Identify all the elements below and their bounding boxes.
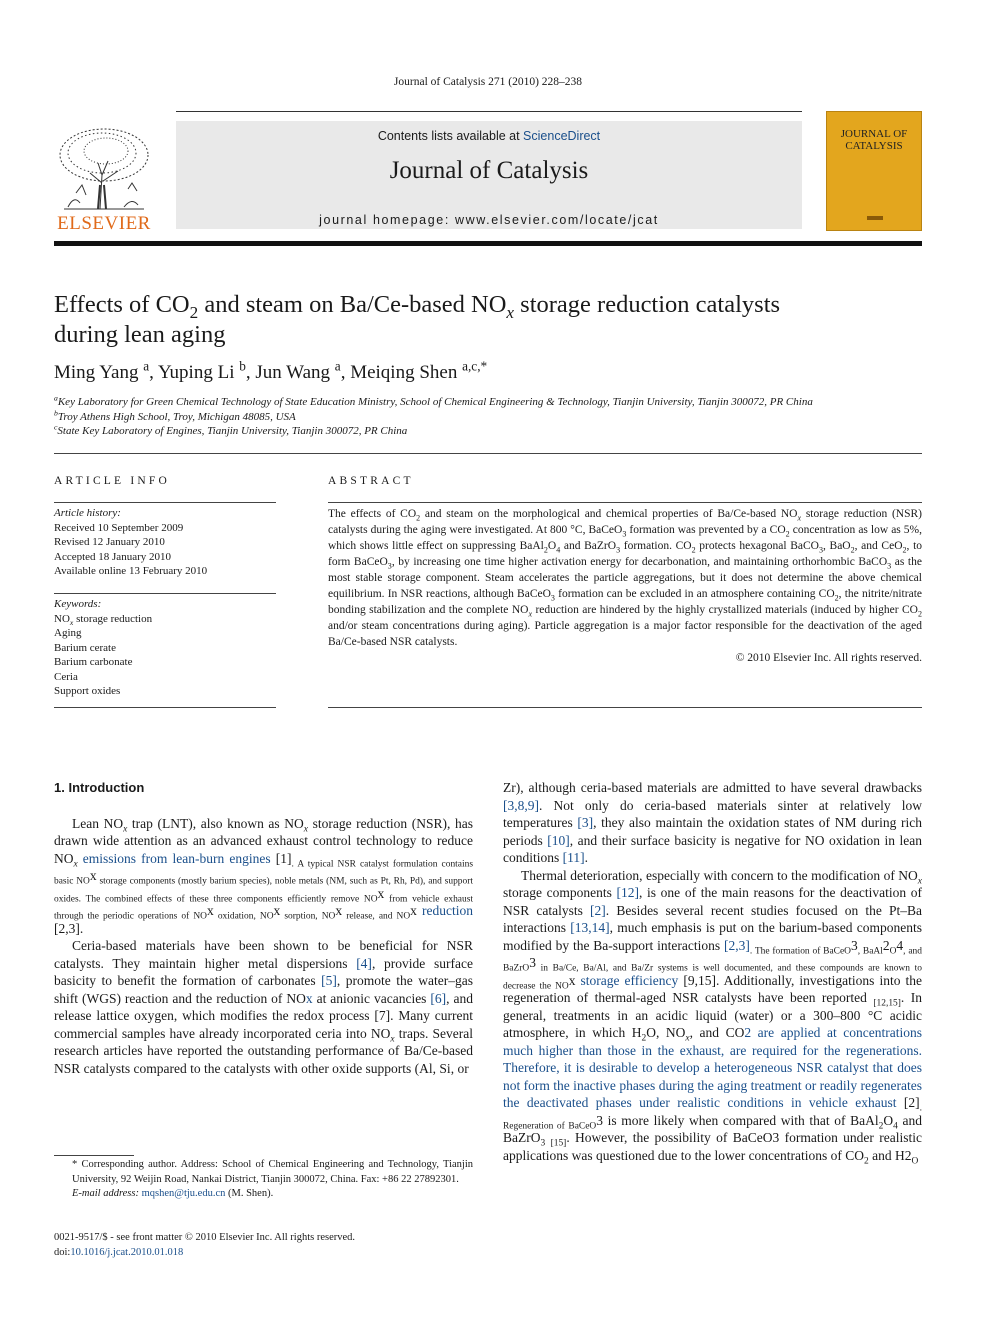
subscript: 2 <box>850 545 855 555</box>
divider <box>54 707 276 708</box>
author-list <box>54 358 914 384</box>
subscript: storage components (mostly barium species), noble metals (NM, such as Pt, Rh, Pd), and support oxides. The combined effects of these three components efficiently remove NO <box>54 876 473 905</box>
homepage-link[interactable]: www.elsevier.com/locate/jcat <box>454 213 659 227</box>
subscript: x <box>73 859 78 870</box>
subscript: 3 <box>550 593 555 603</box>
citation-link[interactable]: [5] <box>321 973 337 988</box>
author-separator: , <box>340 362 351 383</box>
text-run: . Additionally, investigations into the regeneration of thermal-aged NSR catalysts have been reported <box>503 972 923 1005</box>
text-run: , promote the water–gas shift (WGS) reaction and the reduction of NO <box>54 973 473 1006</box>
homepage-line <box>176 213 802 227</box>
subscript: [15] <box>550 1138 567 1149</box>
citation-link[interactable]: [13,14] <box>570 920 610 935</box>
text-run: 3 <box>772 1130 780 1145</box>
affiliation-mark: a <box>54 393 58 403</box>
divider <box>328 707 922 708</box>
text-run: . Not only do ceria-based materials sinter at relatively low temperatures <box>503 797 922 830</box>
text-run: , to form BaCeO <box>328 540 923 568</box>
citation-link[interactable]: 2 <box>744 1025 752 1040</box>
text-run: Ceria-based materials have been shown to be beneficial for NSR catalysts. They maintain higher metal dispersions <box>54 938 473 971</box>
subscript: O <box>889 946 897 957</box>
sciencedirect-link[interactable]: ScienceDirect <box>523 129 601 143</box>
title-sub: x <box>506 302 515 322</box>
subscript: from vehicle exhaust through the periodic operations of NO <box>54 894 473 922</box>
subscript: 2 <box>878 1121 884 1132</box>
history-item: Revised 12 January 2010 <box>54 536 165 548</box>
email-note <box>54 1187 473 1202</box>
text-run: and BaZrO <box>560 540 617 552</box>
keyword-text: NO <box>54 612 70 625</box>
article-title <box>54 290 914 350</box>
footnote-rule <box>54 1155 134 1156</box>
keyword-item <box>54 612 276 627</box>
doi-label: doi: <box>54 1246 71 1258</box>
subscript: . Regeneration of BaCeO <box>503 1103 922 1132</box>
subscript: 3 <box>622 529 627 539</box>
subscript: 2 <box>834 593 839 603</box>
text-run: x <box>377 885 385 901</box>
text-run: formation can be excluded in an atmosphere containing CO <box>554 588 835 600</box>
text-run: reduction are hindered by the highly crystallized materials (induced by higher CO <box>532 604 918 616</box>
text-run: , and CeO <box>854 540 903 552</box>
body-column-left <box>54 779 473 1077</box>
journal-banner <box>176 121 802 229</box>
subscript: 2 <box>641 1033 647 1044</box>
text-run: . In general, treatments in an acidic liquid (water) or a 300–800 °C acidic atmosphere, in which H <box>503 990 922 1040</box>
title-text: Effects of CO <box>54 291 190 318</box>
corresponding-author-note: * Corresponding author. Address: School of Chemical Engineering and Technology, Tianjin University, 92 Weijin Road, Nankai District, Tianjin 300072, China. Fax: +86 22 27892301. <box>72 1159 473 1185</box>
text-run: , provide surface basicity to benefit the formation of carbonates <box>54 955 473 988</box>
text-run: . Besides several recent studies focused on the Pt–Ba interactions <box>503 902 922 935</box>
email-label: E-mail address: <box>72 1188 142 1199</box>
article-history <box>54 506 276 579</box>
section-heading: 1. Introduction <box>54 780 145 795</box>
cover-title <box>827 128 921 152</box>
tree-icon <box>54 123 154 211</box>
text-run: formation under realistic applications was questioned due to the lower concentrations of CO <box>503 1130 923 1163</box>
subscript: 4 <box>893 1121 898 1132</box>
affiliation-mark: c <box>54 422 58 432</box>
text-run: and/or steam concentrations during aging). Particle aggregation is a major factor responsible for the deactivation of the aged Ba/Ce-based NSR catalysts. <box>328 620 922 648</box>
text-run: storage reduction (NSR), has drawn wide attention as an advanced exhaust control technology to reduce NO <box>54 815 473 866</box>
publication-meta <box>54 1231 554 1260</box>
text-run: and H <box>868 1147 905 1163</box>
doi-line <box>54 1246 554 1261</box>
subscript: 3 <box>818 545 824 555</box>
subscript: 2 <box>864 1156 869 1167</box>
subscript: , and BaZrO <box>503 946 922 974</box>
citation-link[interactable]: [2,3] <box>724 937 750 953</box>
text-run: O <box>883 1112 894 1128</box>
subscript: 2 <box>917 609 922 619</box>
history-label: Article history: <box>54 507 121 519</box>
citation-link[interactable]: [12] <box>616 885 640 900</box>
subscript: , BaAl <box>857 946 883 957</box>
subscript: oxidation, NO <box>213 911 274 922</box>
keyword-item: Barium cerate <box>54 641 116 654</box>
text-run: 2 <box>882 937 890 953</box>
text-run: formation. CO <box>620 540 692 552</box>
text-run: x <box>410 903 417 918</box>
citation-link[interactable]: storage efficiency <box>575 972 684 988</box>
author-separator: , <box>149 362 158 383</box>
text-run: [1] <box>275 850 292 866</box>
affiliation-mark: b <box>54 407 58 417</box>
text-run: , by increasing one time higher activation energy for decarbonation, and maintaining orthorhombic BaCO <box>391 556 888 568</box>
keywords <box>54 597 276 699</box>
text-run: as the most stable storage component. Steam accelerates the particle aggregations, but it does not determine the above chemical equilibrium. In NSR reactions, although BaCeO <box>328 556 922 600</box>
citation-link[interactable]: [10] <box>547 832 570 848</box>
text-run: [2] <box>903 1095 920 1110</box>
journal-title: Journal of Catalysis <box>389 157 589 184</box>
abstract-body <box>328 506 922 666</box>
subscript: 3 <box>616 545 621 555</box>
header-top-rule <box>176 111 802 112</box>
subscript: 2 <box>543 545 548 555</box>
doi-link[interactable]: 10.1016/j.jcat.2010.01.018 <box>70 1246 184 1258</box>
subscript: 2 <box>691 545 696 555</box>
subscript: . The formation of BaCeO <box>749 946 851 957</box>
header-bottom-rule <box>54 241 922 246</box>
title-sub: 2 <box>189 302 199 322</box>
keyword-item: Barium carbonate <box>54 656 133 668</box>
author-affil-mark[interactable]: a,c,* <box>462 358 488 374</box>
text-run: , and release lattice oxygen, which modifies the redox process <box>54 990 473 1023</box>
text-run: is more likely when compared with that of BaAl <box>602 1112 879 1128</box>
subscript: . A typical NSR catalyst formulation contains basic NO <box>54 859 473 887</box>
keyword-item: Support oxides <box>54 685 121 697</box>
text-run: 3 <box>596 1112 603 1128</box>
affiliation-text: State Key Laboratory of Engines, Tianjin University, Tianjin 300072, PR China <box>57 425 408 437</box>
text-run: Lean NO <box>72 815 124 831</box>
history-item: Received 10 September 2009 <box>54 521 184 534</box>
author-affil-mark[interactable]: a <box>143 358 150 374</box>
subscript: 3 <box>387 561 392 571</box>
text-run: O, NO <box>646 1025 686 1040</box>
affiliation-text: Key Laboratory for Green Chemical Technology of State Education Ministry, School of Chemical Engineering & Technology, Tianjin University, Tianjin 300072, PR China <box>57 396 813 408</box>
author-affil-mark[interactable]: b <box>239 358 246 374</box>
affiliations <box>54 395 922 439</box>
citation-link[interactable]: reduction <box>416 903 473 918</box>
text-run: and steam on the morphological and chemical properties of Ba/Ce-based NO <box>420 508 798 520</box>
subscript: 3 <box>540 1138 546 1149</box>
text-run: storage components <box>503 885 617 900</box>
homepage-prefix: journal homepage: <box>319 213 455 227</box>
cover-title-line2: CATALYSIS <box>845 140 903 152</box>
subscript: x <box>123 824 128 835</box>
subscript: x <box>528 609 533 619</box>
cover-publisher-mark <box>867 216 883 220</box>
text-run: , much emphasis is put on the barium-based components modified by the Ba-support interactions <box>503 920 922 953</box>
text-run: . <box>79 920 84 936</box>
keyword-item: Ceria <box>54 670 78 683</box>
text-run: at anionic vacancies <box>312 990 431 1006</box>
keyword-text: storage reduction <box>73 612 153 625</box>
citation-link[interactable]: [4] <box>356 955 372 971</box>
text-run: O <box>547 540 557 552</box>
citation-link[interactable]: [6] <box>430 990 447 1006</box>
text-run: concentration as low as 5%, which shows little effect on suppressing BaAl <box>328 524 922 552</box>
text-run: . Many current commercial samples have already incorporated ceria into NO <box>54 1008 473 1041</box>
subscript: x <box>390 1034 395 1045</box>
text-run: x <box>568 972 576 988</box>
keyword-item: Aging <box>54 627 82 639</box>
contents-line <box>176 129 802 143</box>
abstract-text <box>328 506 922 650</box>
subscript: 2 <box>902 545 907 555</box>
subscript: x <box>685 1033 690 1044</box>
text-run: [9,15] <box>683 972 716 988</box>
text-run: The effects of CO <box>328 508 417 520</box>
subscript: x <box>797 513 802 523</box>
divider <box>328 502 922 503</box>
citation-link[interactable]: [3] <box>577 815 594 830</box>
text-run: , the nitrite/nitrate bonding stabilization and the complete NO <box>328 588 922 616</box>
text-run: traps. Several research articles have reported the outstanding performance of Ba/Ce-based NSR catalysts compared to the catalysts with other oxide supports (Al, Si, or <box>54 1025 473 1076</box>
subscript: O <box>911 1156 919 1167</box>
text-run: , they also maintain the oxidation states of NM during rich periods <box>503 815 922 848</box>
text-run: [7] <box>374 1008 391 1023</box>
title-text: storage reduction catalysts <box>514 291 781 318</box>
keyword-sub: x <box>69 617 74 627</box>
subscript: in Ba/Ce, Ba/Al, and Ba/Zr systems is well documented, and these compounds are known to decrease the NO <box>503 963 922 992</box>
author-name[interactable]: Yuping Li <box>157 362 235 383</box>
title-text: and steam on Ba/Ce-based NO <box>198 291 507 318</box>
text-run: storage reduction (NSR) catalysts during the aging were investigated. At 800 °C, BaCeO <box>328 508 922 536</box>
contents-prefix: Contents lists available at <box>377 129 524 143</box>
citation-link[interactable]: x <box>305 990 313 1006</box>
paragraph <box>503 867 922 1165</box>
author-separator: , <box>245 362 256 383</box>
text-run: , BaO <box>823 540 851 552</box>
subscript: release, and NO <box>342 911 411 922</box>
subscript: 2 <box>785 529 790 539</box>
affiliation-item <box>54 424 922 439</box>
journal-cover[interactable] <box>826 111 922 231</box>
journal-header <box>54 109 922 247</box>
subscript: [12,15] <box>873 998 901 1009</box>
subscript: 3 <box>887 561 892 571</box>
paragraph <box>54 815 473 938</box>
body-column-right <box>503 779 923 1167</box>
footnote <box>54 1158 473 1202</box>
citation-link[interactable]: [3,8,9] <box>503 797 539 813</box>
paragraph <box>503 779 922 867</box>
abstract-heading: ABSTRACT <box>328 475 414 487</box>
cover-title-line1: JOURNAL OF <box>840 128 908 140</box>
publisher-wordmark: ELSEVIER <box>57 213 151 234</box>
text-run: x <box>273 903 281 918</box>
text-run: protects hexagonal BaCO <box>695 540 819 552</box>
citation-link[interactable]: are applied at concentrations much higher than those in the exhaust, are required for the regenerations. Therefore, it is desirable to develop a heterogeneous NSR catalyst that does not form the inactive phases during the aging treatment or readily regenerates the deactivated phases under realistic conditions in vehicle exhaust <box>503 1025 923 1110</box>
issn-line: 0021-9517/$ - see front matter © 2010 Elsevier Inc. All rights reserved. <box>54 1232 356 1243</box>
text-run: [2,3] <box>54 920 80 936</box>
journal-reference: Journal of Catalysis 271 (2010) 228–238 <box>393 76 583 88</box>
elsevier-logo[interactable] <box>54 123 154 235</box>
author-name[interactable]: Jun Wang <box>255 362 331 383</box>
author-name[interactable]: Ming Yang <box>54 362 139 383</box>
text-run: trap (LNT), also known as NO <box>127 815 304 831</box>
text-run: , and CO <box>689 1025 745 1040</box>
text-run: 2 <box>904 1147 912 1163</box>
divider <box>54 453 922 454</box>
divider <box>54 593 276 594</box>
divider <box>54 502 276 503</box>
subscript: 4 <box>556 545 561 555</box>
history-item: Available online 13 February 2010 <box>54 565 208 577</box>
text-run: x <box>207 903 214 918</box>
text-run: 4 <box>896 937 904 953</box>
author-name[interactable]: Meiqing Shen <box>350 362 458 383</box>
text-run: , is one of the main reasons for the deactivation of NSR catalysts <box>503 885 922 918</box>
affiliation-item <box>54 407 922 425</box>
text-run: 3 <box>529 955 536 970</box>
copyright: © 2010 Elsevier Inc. All rights reserved. <box>735 652 922 664</box>
text-run: x <box>335 903 343 918</box>
subscript: 2 <box>416 513 421 523</box>
subscript: x <box>303 824 308 835</box>
article-info-heading: ARTICLE INFO <box>54 475 170 487</box>
email-link[interactable]: mqshen@tju.edu.cn <box>141 1188 226 1199</box>
citation-link[interactable]: [2] <box>590 902 606 918</box>
text-run: Thermal deterioration, especially with concern to the modification of NO <box>521 867 918 883</box>
title-text: during lean aging <box>54 321 226 348</box>
text-run: . <box>584 850 588 865</box>
subscript: sorption, NO <box>280 911 336 922</box>
text-run: and BaZrO <box>503 1112 922 1145</box>
citation-link[interactable]: emissions from lean-burn engines <box>77 850 276 866</box>
text-run: formation was prevented by a CO <box>626 524 786 536</box>
author-affil-mark[interactable]: a <box>334 358 341 374</box>
subscript: x <box>917 876 922 887</box>
text-run: . However, the possibility of BaCeO <box>566 1130 773 1145</box>
affiliation-text: Troy Athens High School, Troy, Michigan 48085, USA <box>57 410 296 423</box>
paragraph <box>54 937 473 1077</box>
keywords-label: Keywords: <box>54 598 102 610</box>
text-run: x <box>89 868 97 883</box>
text-run: Zr), although ceria-based materials are admitted to have several drawbacks <box>503 780 922 795</box>
affiliation-item <box>54 395 922 410</box>
history-item: Accepted 18 January 2010 <box>54 550 171 563</box>
email-suffix: (M. Shen). <box>225 1188 274 1199</box>
text-run: 3 <box>850 937 858 953</box>
text-run: , and their surface basicity is negative for NO oxidation in lean conditions <box>503 832 922 865</box>
citation-link[interactable]: [11] <box>562 850 585 865</box>
